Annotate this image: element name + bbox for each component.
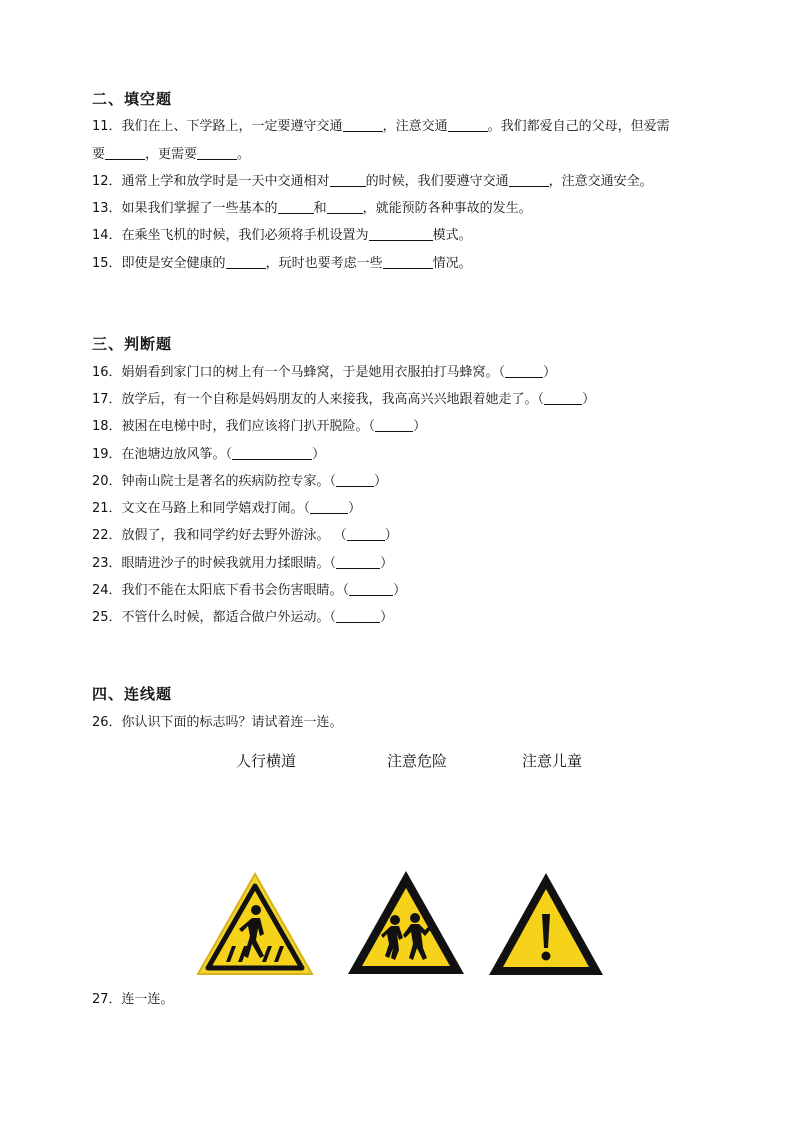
question-21: 21．文文在马路上和同学嬉戏打闹。（ ） (92, 501, 362, 516)
answer-blank[interactable] (336, 472, 374, 487)
question-17: 17．放学后，有一个自称是妈妈朋友的人来接我，我高高兴兴地跟着她走了。（ ） (92, 392, 596, 407)
question-11-line-2: 要 ，更需要 。 (92, 147, 251, 162)
answer-blank[interactable] (226, 254, 266, 269)
answer-blank[interactable] (310, 499, 348, 514)
sign-label-children[interactable]: 注意儿童 (522, 752, 583, 770)
question-11-line-1: 11．我们在上、下学路上，一定要遵守交通 ，注意交通 。我们都爱自己的父母，但爱需 (92, 119, 670, 134)
section-title-fill: 二、填空题 (92, 90, 173, 108)
section-title-judge: 三、判断题 (92, 335, 173, 353)
answer-blank[interactable] (369, 226, 433, 241)
question-14: 14．在乘坐飞机的时候，我们必须将手机设置为 模式。 (92, 228, 472, 243)
answer-blank[interactable] (336, 608, 380, 623)
question-24: 24．我们不能在太阳底下看书会伤害眼睛。（ ） (92, 583, 407, 598)
answer-blank[interactable] (105, 145, 145, 160)
question-27: 27．连一连。 (92, 992, 174, 1007)
question-20: 20．钟南山院士是著名的疾病防控专家。（ ） (92, 474, 388, 489)
danger-exclamation-sign-icon[interactable] (487, 870, 605, 982)
question-15: 15．即使是安全健康的 ，玩时也要考虑一些 情况。 (92, 256, 472, 271)
sign-label-pedestrian-crossing[interactable]: 人行横道 (236, 752, 297, 770)
answer-blank[interactable] (336, 554, 380, 569)
question-12: 12．通常上学和放学时是一天中交通相对 的时候，我们要遵守交通 ，注意交通安全。 (92, 174, 653, 189)
answer-blank[interactable] (349, 581, 393, 596)
section-title-match: 四、连线题 (92, 685, 173, 703)
question-22: 22．放假了，我和同学约好去野外游泳。 （ ） (92, 528, 398, 543)
question-16: 16．娟娟看到家门口的树上有一个马蜂窝，于是她用衣服拍打马蜂窝。（ ） (92, 365, 557, 380)
children-sign-icon[interactable] (345, 868, 467, 982)
sign-label-row (0, 750, 794, 772)
answer-blank[interactable] (505, 363, 543, 378)
sign-label-danger[interactable]: 注意危险 (387, 752, 448, 770)
question-13: 13．如果我们掌握了一些基本的 和 ，就能预防各种事故的发生。 (92, 201, 532, 216)
answer-blank[interactable] (327, 199, 363, 214)
answer-blank[interactable] (383, 254, 433, 269)
answer-blank[interactable] (375, 417, 413, 432)
question-19: 19．在池塘边放风筝。（ ） (92, 447, 326, 462)
answer-blank[interactable] (509, 172, 549, 187)
answer-blank[interactable] (197, 145, 237, 160)
pedestrian-crossing-sign-icon[interactable] (194, 870, 316, 982)
answer-blank[interactable] (343, 117, 383, 132)
question-23: 23．眼睛进沙子的时候我就用力揉眼睛。（ ） (92, 556, 394, 571)
answer-blank[interactable] (278, 199, 314, 214)
answer-blank[interactable] (330, 172, 366, 187)
answer-blank[interactable] (544, 390, 582, 405)
question-18: 18．被困在电梯中时，我们应该将门扒开脱险。（ ） (92, 419, 427, 434)
question-26: 26．你认识下面的标志吗？请试着连一连。 (92, 715, 343, 730)
answer-blank[interactable] (232, 445, 312, 460)
question-25: 25．不管什么时候，都适合做户外运动。（ ） (92, 610, 394, 625)
answer-blank[interactable] (448, 117, 488, 132)
answer-blank[interactable] (347, 526, 385, 541)
